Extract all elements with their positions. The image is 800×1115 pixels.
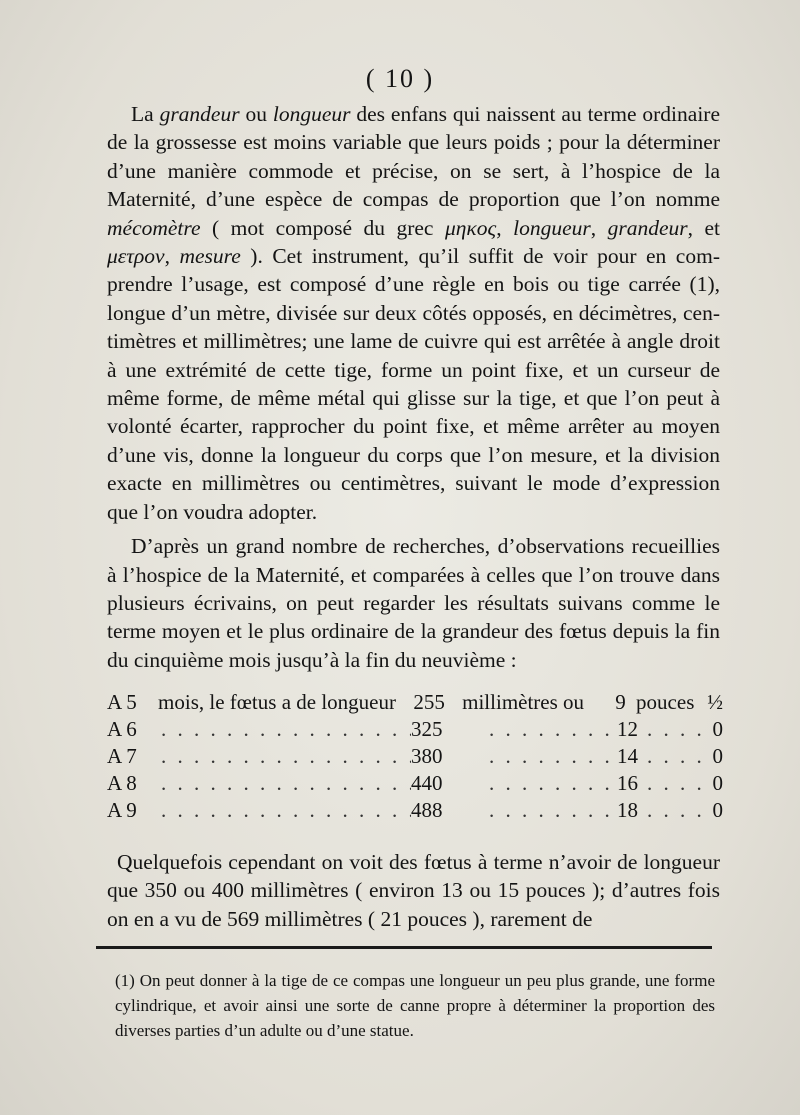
- p1-sep-4: ,: [164, 244, 180, 269]
- p1-greek-metron: μετρον: [107, 244, 165, 269]
- p1-rest-3: ). Cet instrument, qu’il suffit de voir pour en comprendre l’usage, est composé d’une règle en bois ou tige carrée (1), longue d’un mètre, divisée sur deux côtés opposés, en décimètres, centimètres et millimètres; une lame de cuivre qui est arrêtée à angle droit à une extrémité de cette tige, forme un point fixe, et un curseur de même forme, de même métal qui glisse sur la tige, et que l’on peut à volonté écarter, rapprocher du point fixe, et même arrêter au moyen d’une vis, donne la longueur du corps que l’on mesure, et la division exacte en millimètres ou centimètres, suivant le mode d’expression que l’on voudra adopter.: [107, 244, 720, 524]
- paragraph-3: Quelquefois cependant on voit des fœtus à terme n’avoir de longueur que 350 ou 400 millimètres ( environ 13 ou 15 pouces ); d’autres fois on en a vu de 569 millimètres ( 21 pouces ), rarement de: [107, 850, 720, 931]
- table-age: A 9: [107, 798, 137, 822]
- p1-lead: La: [131, 102, 160, 126]
- table-age: A 7: [107, 744, 137, 768]
- table-mm-unit: millimètres ou: [462, 690, 585, 714]
- table-frac: 0: [712, 744, 723, 768]
- p1-em-longueur: longueur: [272, 102, 351, 126]
- table-age: A 8: [107, 771, 137, 795]
- p1-em-mecometre: mécomètre: [107, 215, 201, 240]
- table-leader: [647, 717, 703, 742]
- table-body: [107, 717, 723, 825]
- table-mm: 255: [413, 690, 445, 714]
- footnote: [115, 968, 715, 1043]
- table-leader: [647, 798, 703, 823]
- p1-mid: ou: [239, 102, 273, 126]
- table-row: [107, 798, 723, 825]
- p1-em-grandeur-2: grandeur: [607, 215, 688, 240]
- footnote-text: (1) On peut donner à la tige de ce compas une longueur un peu plus grande, une forme cylindrique, et avoir ainsi une sorte de canne propre à déterminer la proportion des diverses parties d’un adulte ou d’une statue.: [115, 971, 715, 1040]
- table-in-unit: pouces: [636, 690, 695, 714]
- page-number: ( 10 ): [365, 64, 435, 93]
- table-frac: 0: [712, 717, 723, 741]
- table-in: 14: [617, 744, 638, 768]
- table-row: [107, 717, 723, 744]
- table-row: [107, 744, 723, 771]
- table-frac: 0: [712, 798, 723, 822]
- table-in: 16: [617, 771, 638, 795]
- p1-em-grandeur: grandeur: [159, 102, 240, 126]
- table-first-words: mois, le fœtus a de longueur: [158, 690, 396, 714]
- main-text: [107, 100, 720, 674]
- table-first-description: [158, 690, 396, 715]
- table-mm: 440: [411, 771, 443, 795]
- table-row: [107, 771, 723, 798]
- table-leader: [161, 798, 411, 823]
- p1-sep-3: , et: [687, 215, 720, 240]
- table-mm: 488: [411, 798, 443, 822]
- table-leader: [489, 771, 617, 796]
- table-leader: [489, 798, 617, 823]
- table-mm: 325: [411, 717, 443, 741]
- p1-sep-1: ,: [496, 215, 514, 240]
- table-mm: 380: [411, 744, 443, 768]
- table-leader: [161, 717, 411, 742]
- p1-rest-1: des enfans qui naissent au terme ordinaire de la grossesse est moins variable que leurs poids ; pour la déterminer d’une manière commode et précise, on se sert, à l’hospice de la Maternité, d’une espèce de compas de proportion que l’on nomme: [107, 102, 720, 212]
- table-leader: [161, 771, 411, 796]
- paragraph-1: [107, 100, 720, 526]
- p1-em-mesure: mesure: [179, 244, 241, 269]
- table-leader: [647, 744, 703, 769]
- length-table: [107, 690, 723, 825]
- p1-em-longueur-2: longueur: [513, 215, 591, 240]
- table-leader: [489, 717, 617, 742]
- footnote-rule: [96, 946, 712, 949]
- table-leader: [647, 771, 703, 796]
- table-age: A 5: [107, 690, 137, 714]
- p1-greek-mekos: μηκος: [444, 215, 497, 240]
- table-frac: ½: [707, 690, 723, 714]
- table-leader: [161, 744, 411, 769]
- table-in: 9: [615, 690, 626, 714]
- table-leader: [489, 744, 617, 769]
- paragraph-2: D’après un grand nombre de recherches, d’observations recueillies à l’hospice de la Maternité, et comparées à celles que l’on trouve dans plusieurs écrivains, on peut regarder les résultats suivans comme le terme moyen et le plus ordinaire de la grandeur des fœtus depuis la fin du cinquième mois jusqu’à la fin du neuvième :: [107, 534, 720, 672]
- table-age: A 6: [107, 717, 137, 741]
- main-text-continued: [107, 842, 720, 933]
- table-frac: 0: [712, 771, 723, 795]
- p1-rest-2: ( mot composé du grec: [200, 215, 445, 240]
- table-in: 18: [617, 798, 638, 822]
- table-row: [107, 690, 723, 717]
- p1-sep-2: ,: [590, 215, 608, 240]
- table-in: 12: [617, 717, 638, 741]
